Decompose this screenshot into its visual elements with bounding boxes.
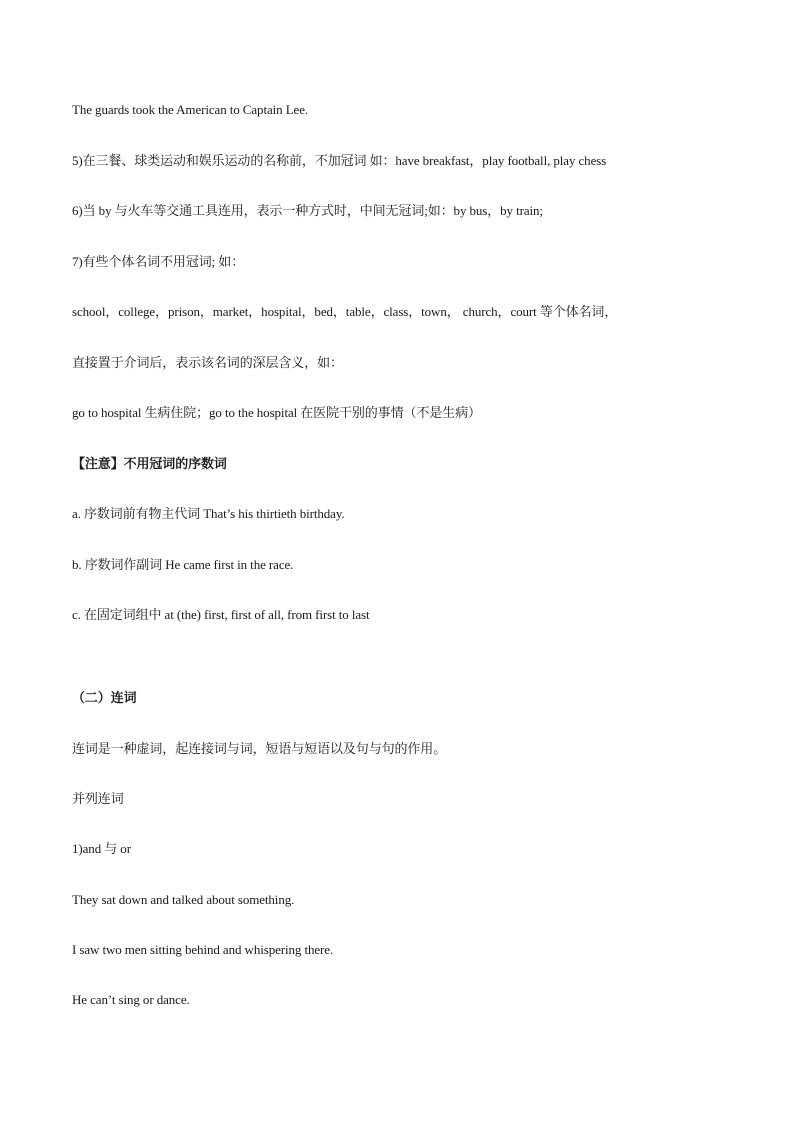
example-sat-down: They sat down and talked about something. — [72, 892, 295, 907]
note-heading-ordinals: 【注意】不用冠词的序数词 — [72, 456, 227, 471]
subheading-and-or: 1)and 与 or — [72, 841, 131, 856]
example-sentence-captain-lee: The guards took the American to Captain Lee. — [72, 102, 309, 117]
individual-noun-list: school，college，prison，market，hospital，bed，table，class，town， church，court 等个体名词， — [72, 304, 618, 319]
note-item-b: b. 序数词作副词 He came first in the race. — [72, 557, 294, 572]
rule-7-individual-nouns: 7)有些个体名词不用冠词; 如： — [72, 254, 245, 269]
example-sing-dance: He can’t sing or dance. — [72, 992, 190, 1007]
conjunction-definition: 连词是一种虚词，起连接词与词，短语与短语以及句与句的作用。 — [72, 741, 447, 756]
hospital-example: go to hospital 生病住院；go to the hospital 在医院干别的事情（不是生病） — [72, 405, 481, 420]
example-two-men: I saw two men sitting behind and whispering there. — [72, 942, 334, 957]
rule-5-meals-sports: 5)在三餐、球类运动和娱乐运动的名称前，不加冠词 如：have breakfast，play football, play chess — [72, 153, 607, 168]
section-heading-conjunctions: （二）连词 — [72, 690, 137, 705]
note-item-c: c. 在固定词组中 at (the) first, first of all, from first to last — [72, 607, 370, 622]
subheading-coordinating-conjunctions: 并列连词 — [72, 791, 124, 806]
noun-list-explanation: 直接置于介词后，表示该名词的深层含义，如： — [72, 355, 343, 370]
note-item-a: a. 序数词前有物主代词 That’s his thirtieth birthday. — [72, 506, 345, 521]
rule-6-transport: 6)当 by 与火车等交通工具连用，表示一种方式时，中间无冠词;如：by bus，by train; — [72, 203, 543, 218]
